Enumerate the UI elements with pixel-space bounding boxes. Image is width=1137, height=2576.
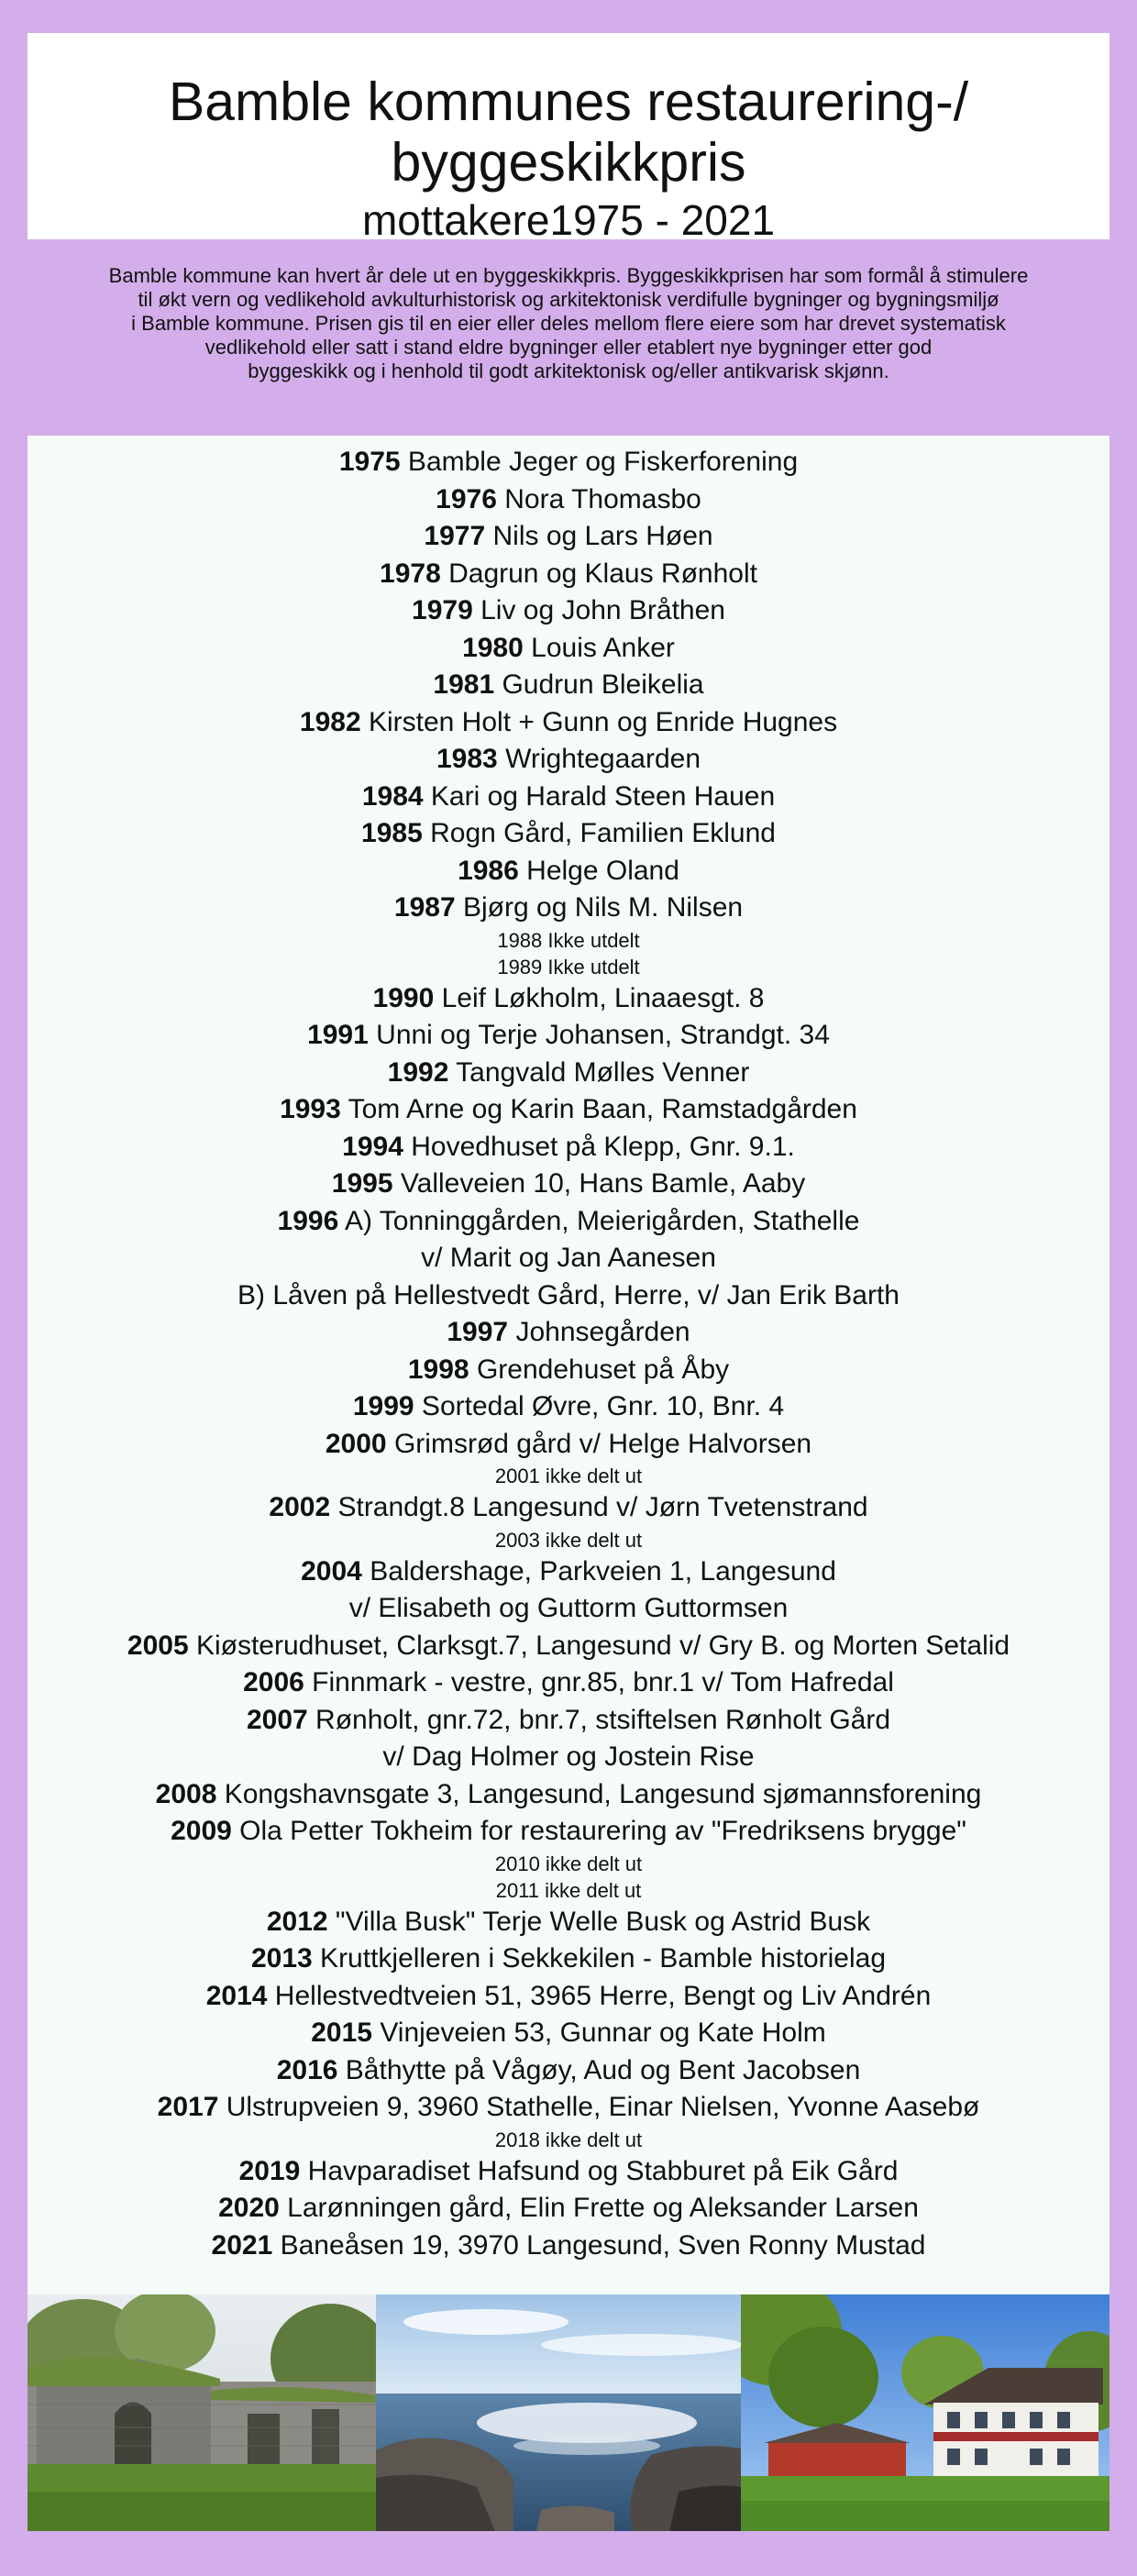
recipient-entry	[28, 1940, 1109, 1978]
recipient-name: Kirsten Holt + Gunn og Enride Hugnes	[360, 706, 838, 737]
recipient-year: 1983	[436, 744, 498, 774]
recipient-name: Leif Løkholm, Linaaesgt. 8	[434, 982, 765, 1013]
recipient-name: Kari og Harald Steen Hauen	[423, 780, 776, 812]
recipient-year: 2013	[250, 1943, 313, 1973]
intro-line: vedlikehold eller satt i stand eldre bygninger eller etablert nye bygninger etter god	[204, 336, 933, 359]
recipient-name: Tangvald Mølles Venner	[448, 1056, 750, 1088]
recipient-name: Baneåsen 19, 3970 Langesund, Sven Ronny Mustad	[272, 2229, 926, 2261]
recipient-name: Havparadiset Hafsund og Stabburet på Eik Gård	[300, 2155, 899, 2186]
recipient-name: Vinjeveien 53, Gunnar og Kate Holm	[371, 2018, 826, 2048]
recipient-name: Tom Arne og Karin Baan, Ramstadgården	[340, 1094, 857, 1124]
recipient-year: 1997	[447, 1317, 509, 1347]
recipient-entry	[28, 704, 1109, 742]
recipient-year: 1986	[458, 855, 519, 886]
recipient-name: Hovedhuset på Klepp, Gnr. 9.1.	[403, 1131, 795, 1162]
recipient-name: Dagrun og Klaus Rønholt	[440, 558, 757, 589]
recipient-entry	[28, 890, 1109, 927]
recipient-year: 1991	[307, 1020, 369, 1050]
recipient-name: Valleveien 10, Hans Bamle, Aaby	[392, 1168, 806, 1199]
recipient-entry	[28, 1277, 1109, 1315]
stone-ruin-photo	[28, 2294, 376, 2531]
recipient-name: v/ Dag Holmer og Jostein Rise	[382, 1741, 755, 1772]
recipient-entry	[28, 2052, 1109, 2090]
recipient-year: 1993	[280, 1094, 341, 1124]
not-awarded-note: 2018 ikke delt ut	[494, 2128, 643, 2151]
not-awarded-note: 1989 Ikke utdelt	[497, 955, 640, 978]
recipient-entry	[28, 667, 1109, 704]
recipient-year: 1995	[331, 1168, 393, 1199]
recipient-year: 2000	[325, 1428, 387, 1459]
recipient-year: 1987	[393, 892, 456, 923]
recipient-name: Nora Thomasbo	[496, 483, 701, 514]
recipient-name: Unni og Terje Johansen, Strandgt. 34	[368, 1020, 830, 1050]
recipient-name: Rogn Gård, Familien Eklund	[422, 818, 776, 848]
recipient-year: 1994	[342, 1131, 403, 1162]
title-box	[28, 33, 1109, 244]
recipient-year: 2020	[218, 2193, 280, 2223]
recipient-name: Kiøsterudhuset, Clarksgt.7, Langesund v/ Gry B. og Morten Setalid	[188, 1630, 1010, 1661]
recipient-entry	[28, 2190, 1109, 2228]
recipient-year: 1982	[299, 706, 361, 737]
recipient-entry	[28, 1388, 1109, 1426]
recipient-name: Wrightegaarden	[497, 744, 701, 774]
recipient-year: 2014	[205, 1980, 268, 2011]
page-title: Bamble kommunes restaurering-/ byggeskikkpris	[168, 72, 969, 193]
recipient-entry	[28, 1017, 1109, 1055]
recipient-entry	[28, 556, 1109, 593]
recipient-name: Hellestvedtveien 51, 3965 Herre, Bengt og Liv Andrén	[267, 1980, 932, 2011]
recipient-name: Strandgt.8 Langesund v/ Jørn Tvetenstrand	[330, 1492, 868, 1522]
recipient-name: v/ Elisabeth og Guttorm Guttormsen	[348, 1593, 789, 1623]
recipient-entry	[28, 1590, 1109, 1628]
recipient-year: 1981	[433, 669, 495, 700]
not-awarded-note: 1988 Ikke utdelt	[497, 928, 640, 952]
recipient-name: B) Låven på Hellestvedt Gård, Herre, v/ Jan Erik Barth	[237, 1279, 900, 1310]
recipient-year: 2019	[238, 2155, 301, 2186]
recipient-year: 1985	[361, 818, 423, 848]
recipient-name: Båthytte på Vågøy, Aud og Bent Jacobsen	[337, 2054, 861, 2085]
recipient-name: Liv og John Bråthen	[472, 595, 725, 625]
recipient-name: Bjørg og Nils M. Nilsen	[455, 892, 744, 923]
recipient-name: Rønholt, gnr.72, bnr.7, stsiftelsen Rønholt Gård	[307, 1704, 891, 1735]
recipient-entry	[28, 2228, 1109, 2265]
recipient-year: 1978	[380, 558, 441, 589]
photo-strip	[28, 2294, 1109, 2531]
recipient-entry	[28, 853, 1109, 890]
recipient-entry	[28, 2089, 1109, 2127]
recipient-year: 2005	[127, 1630, 189, 1661]
recipient-entry	[28, 1664, 1109, 1702]
recipient-name: Kongshavnsgate 3, Langesund, Langesund sjømannsforening	[216, 1778, 982, 1809]
recipient-entry	[28, 1426, 1109, 1464]
not-awarded-note: 2003 ikke delt ut	[494, 1528, 643, 1552]
recipient-year: 1979	[412, 595, 473, 625]
recipient-year: 1996	[277, 1205, 339, 1236]
intro-line: Bamble kommune kan hvert år dele ut en byggeskikkpris. Byggeskikkprisen har som formål å stimulere	[108, 264, 1029, 287]
farmhouse-photo	[741, 2294, 1109, 2531]
recipient-year: 1977	[424, 521, 486, 551]
recipient-entry	[28, 815, 1109, 853]
not-awarded-note: 2001 ikke delt ut	[494, 1465, 643, 1487]
coastline-photo	[376, 2294, 741, 2531]
recipient-year: 2009	[171, 1816, 232, 1846]
recipient-year: 2007	[246, 1704, 308, 1735]
recipient-entry	[28, 779, 1109, 816]
recipient-name: Nils og Lars Høen	[485, 521, 713, 551]
intro-line: byggeskikk og i henhold til godt arkitektonisk og/eller antikvarisk skjønn.	[248, 359, 889, 382]
page-subtitle: mottakere1975 - 2021	[361, 196, 776, 244]
recipient-name: Grendehuset på Åby	[469, 1354, 730, 1385]
recipient-entry	[28, 1240, 1109, 1277]
recipient-name: Johnsegården	[508, 1317, 690, 1347]
recipient-name: Kruttkjelleren i Sekkekilen - Bamble historielag	[312, 1943, 887, 1973]
recipient-name: Bamble Jeger og Fiskerforening	[400, 447, 799, 477]
recipient-name: Helge Oland	[518, 855, 679, 886]
recipient-name: A) Tonninggården, Meierigården, Stathelle	[338, 1205, 860, 1236]
recipient-entry	[28, 1904, 1109, 1941]
recipient-name: "Villa Busk" Terje Welle Busk og Astrid Busk	[327, 1906, 871, 1937]
recipient-name: Baldershage, Parkveien 1, Langesund	[361, 1555, 836, 1587]
recipient-entry	[28, 1203, 1109, 1241]
recipient-name: Larønningen gård, Elin Frette og Aleksander Larsen	[279, 2193, 919, 2223]
recipient-entry	[28, 1553, 1109, 1591]
recipient-year: 2002	[269, 1492, 331, 1522]
recipient-name: Ola Petter Tokheim for restaurering av "Fredriksens brygge"	[231, 1816, 966, 1846]
not-awarded-note: 2010 ikke delt ut	[494, 1852, 643, 1875]
recipient-entry	[28, 444, 1109, 481]
recipient-name: v/ Marit og Jan Aanesen	[421, 1243, 716, 1273]
recipient-entry	[28, 1166, 1109, 1203]
recipient-year: 2004	[301, 1555, 362, 1587]
recipient-year: 2021	[211, 2229, 273, 2261]
recipient-year: 1998	[407, 1354, 469, 1385]
intro-line: til økt vern og vedlikehold avkulturhistorisk og arkitektonisk verdifulle bygninger og bygningsmiljø	[138, 288, 999, 311]
recipient-list	[28, 436, 1109, 2294]
recipient-year: 2016	[276, 2054, 338, 2085]
recipient-year: 2006	[243, 1667, 304, 1697]
recipient-name: Ulstrupveien 9, 3960 Stathelle, Einar Nielsen, Yvonne Aasebø	[218, 2092, 980, 2122]
recipient-entry	[28, 1739, 1109, 1776]
recipient-entry	[28, 1813, 1109, 1851]
recipient-entry	[28, 592, 1109, 630]
recipient-entry	[28, 1314, 1109, 1352]
recipient-year: 2008	[155, 1778, 217, 1809]
recipient-name: Grimsrød gård v/ Helge Halvorsen	[386, 1428, 812, 1459]
recipient-entry	[28, 980, 1109, 1018]
recipient-name: Louis Anker	[523, 632, 675, 663]
recipient-entry	[28, 1129, 1109, 1166]
recipient-year: 1990	[372, 982, 435, 1013]
recipient-entry	[28, 630, 1109, 668]
recipient-year: 1976	[436, 483, 497, 514]
recipient-entry	[28, 741, 1109, 779]
recipient-entry	[28, 1702, 1109, 1740]
recipient-entry	[28, 2015, 1109, 2052]
recipient-entry	[28, 1776, 1109, 1814]
recipient-entry	[28, 1978, 1109, 2016]
recipient-name: Gudrun Bleikelia	[494, 669, 704, 700]
recipient-entry	[28, 518, 1109, 556]
intro-text	[28, 264, 1109, 383]
recipient-entry	[28, 1628, 1109, 1665]
recipient-entry	[28, 1055, 1109, 1092]
not-awarded-note: 2011 ikke delt ut	[495, 1878, 642, 1902]
recipient-year: 1999	[352, 1391, 414, 1421]
recipient-year: 2017	[157, 2092, 219, 2122]
recipient-entry	[28, 1091, 1109, 1129]
recipient-year: 1975	[338, 447, 401, 477]
recipient-entry	[28, 481, 1109, 519]
recipient-entry	[28, 2153, 1109, 2191]
recipient-year: 1992	[387, 1056, 449, 1088]
recipient-name: Sortedal Øvre, Gnr. 10, Bnr. 4	[414, 1391, 785, 1421]
recipient-year: 2015	[311, 2018, 372, 2048]
recipient-entry	[28, 1352, 1109, 1389]
recipient-year: 1980	[462, 632, 524, 663]
recipient-name: Finnmark - vestre, gnr.85, bnr.1 v/ Tom Hafredal	[304, 1667, 894, 1697]
recipient-entry	[28, 1489, 1109, 1527]
intro-line: i Bamble kommune. Prisen gis til en eier eller deles mellom flere eiere som har drevet systematisk	[131, 312, 1006, 335]
recipient-year: 1984	[361, 780, 424, 812]
recipient-year: 2012	[266, 1906, 328, 1937]
